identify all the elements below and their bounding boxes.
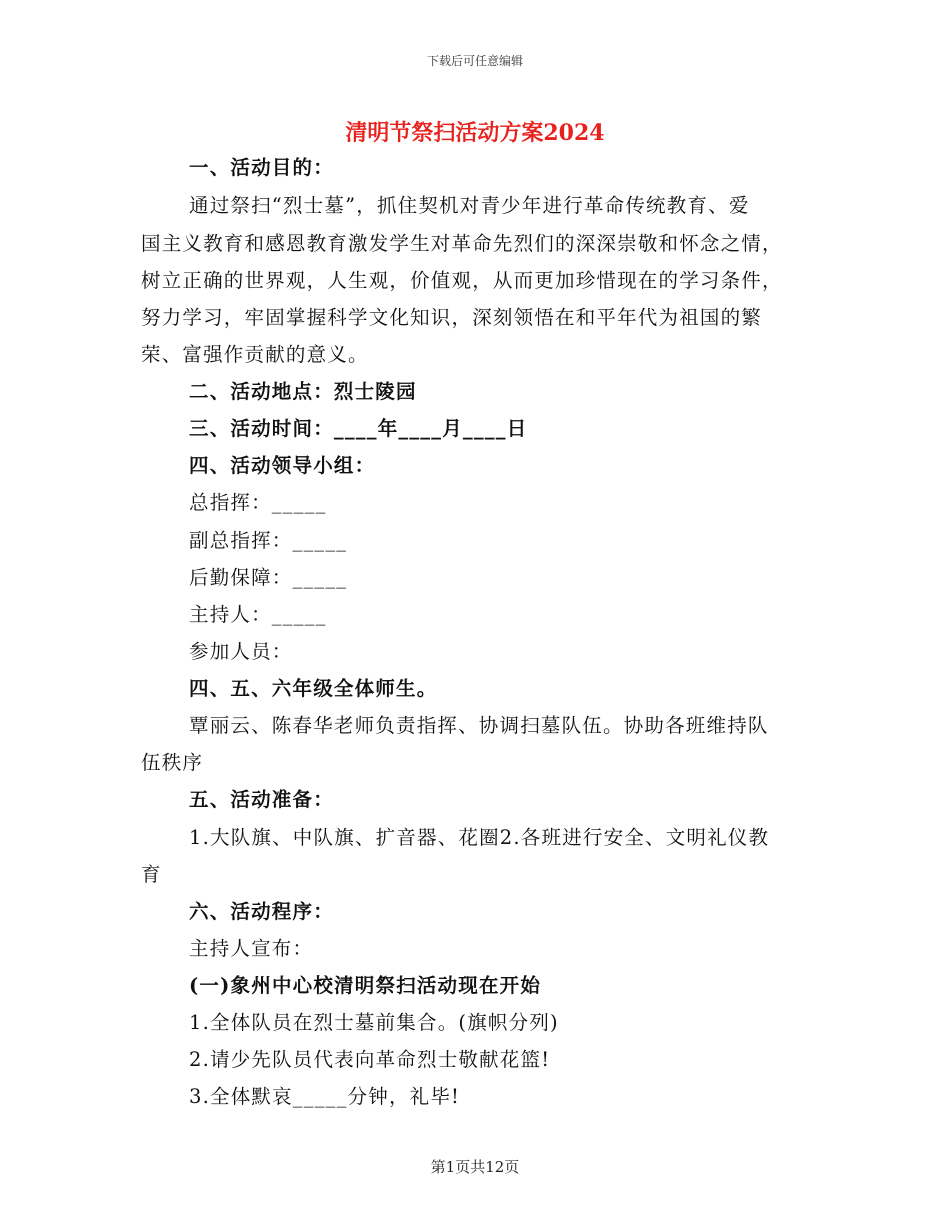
purpose-line-3: 树立正确的世界观，人生观，价值观，从而更加珍惜现在的学习条件， (141, 269, 783, 292)
purpose-heading: 一、活动目的： (189, 156, 334, 179)
page-footer: 第1页共12页 (430, 1158, 520, 1176)
purpose-line-2: 国主义教育和感恩教育激发学生对革命先烈们的深深崇敬和怀念之情， (141, 232, 783, 255)
page-header: 下载后可任意编辑 (426, 54, 523, 68)
leaders-heading: 四、活动领导小组： (189, 454, 376, 477)
leader-host: 主持人：_____ (189, 603, 327, 626)
time-line: 三、活动时间：____年____月____日 (189, 417, 528, 440)
participants-line: 四、五、六年级全体师生。 (189, 677, 438, 700)
program-heading: 六、活动程序： (189, 900, 334, 923)
step-2: 2.请少先队员代表向革命烈士敬献花篮! (189, 1048, 551, 1071)
leader-deputy-commander: 副总指挥：_____ (189, 529, 348, 552)
step-3: 3.全体默哀_____分钟，礼毕! (189, 1085, 461, 1108)
step-1: 1.全体队员在烈士墓前集合。(旗帜分列) (189, 1011, 559, 1034)
leader-commander: 总指挥：_____ (189, 491, 327, 514)
prep-line-1: 1.大队旗、中队旗、扩音器、花圈2.各班进行安全、文明礼仪教 (189, 826, 770, 849)
location-line: 二、活动地点：烈士陵园 (189, 380, 417, 403)
leader-participants: 参加人员： (189, 640, 293, 663)
prep-line-2: 育 (141, 863, 162, 886)
document-title: 清明节祭扫活动方案2024 (345, 120, 605, 146)
coordination-line-2: 伍秩序 (141, 751, 204, 774)
program-start: (一)象州中心校清明祭扫活动现在开始 (189, 974, 542, 997)
coordination-line-1: 覃丽云、陈春华老师负责指挥、协调扫墓队伍。协助各班维持队 (189, 714, 769, 737)
purpose-line-5: 荣、富强作贡献的意义。 (141, 343, 369, 366)
purpose-line-1: 通过祭扫“烈士墓”，抓住契机对青少年进行革命传统教育、爱 (189, 194, 750, 217)
leader-logistics: 后勤保障：_____ (189, 566, 348, 589)
purpose-line-4: 努力学习，牢固掌握科学文化知识，深刻领悟在和平年代为祖国的繁 (141, 306, 763, 329)
prep-heading: 五、活动准备： (189, 788, 334, 811)
program-intro: 主持人宣布： (189, 937, 314, 960)
